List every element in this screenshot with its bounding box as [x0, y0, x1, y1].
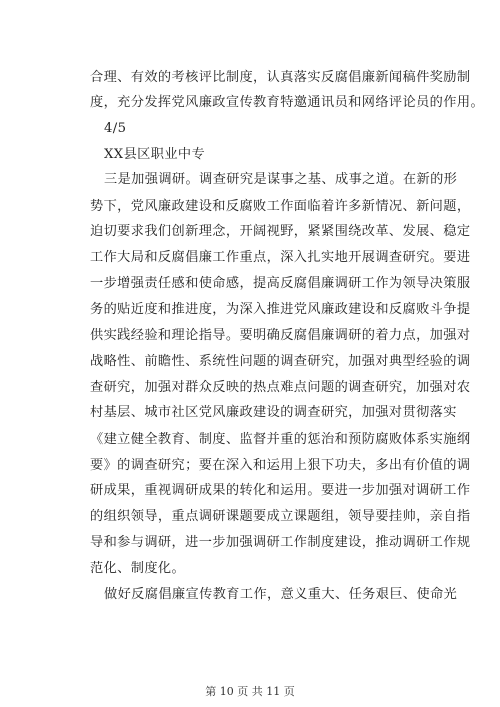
paragraph-line-6: 势下，党风廉政建设和反腐败工作面临着许多新情况、新问题，: [90, 199, 471, 214]
page-marker: 4/5: [104, 121, 127, 136]
paragraph-line-17: 研成果，重视调研成果的转化和运用。要进一步加强对调研工作: [90, 483, 471, 498]
paragraph-line-8: 工作大局和反腐倡廉工作重点，深入扎实地开展调查研究。要进: [90, 250, 471, 265]
paragraph-line-16: 要》的调查研究；要在深入和运用上狠下功夫，多出有价值的调: [90, 458, 471, 473]
paragraph-line-7: 迫切要求我们创新理念，开阔视野，紧紧围绕改革、发展、稳定: [90, 224, 471, 239]
paragraph-line-11: 供实践经验和理论指导。要明确反腐倡廉调研的着力点，加强对: [90, 328, 471, 343]
paragraph-line-21: 做好反腐倡廉宣传教育工作，意义重大、任务艰巨、使命光: [104, 587, 458, 602]
school-name: XX县区职业中专: [104, 147, 206, 162]
paragraph-line-1: 合理、有效的考核评比制度，认真落实反腐倡廉新闻稿件奖励制: [90, 70, 471, 85]
paragraph-line-20: 范化、制度化。: [90, 561, 186, 576]
paragraph-line-15: 《建立健全教育、制度、监督并重的惩治和预防腐败体系实施纲: [90, 432, 471, 447]
paragraph-line-19: 导和参与调研，进一步加强调研工作制度建设，推动调研工作规: [90, 535, 471, 550]
paragraph-line-9: 一步增强责任感和使命感，提高反腐倡廉调研工作为领导决策服: [90, 276, 471, 291]
page-footer: 第 10 页 共 11 页: [205, 685, 295, 698]
paragraph-line-12: 战略性、前瞻性、系统性问题的调查研究，加强对典型经验的调: [90, 354, 471, 369]
paragraph-line-14: 村基层、城市社区党风廉政建设的调查研究，加强对贯彻落实: [90, 405, 457, 420]
paragraph-line-13: 查研究，加强对群众反映的热点难点问题的调查研究，加强对农: [90, 380, 471, 395]
paragraph-line-10: 务的贴近度和推进度，为深入推进党风廉政建设和反腐败斗争提: [90, 302, 471, 317]
paragraph-line-2: 度，充分发挥党风廉政宣传教育特邀通讯员和网络评论员的作用。: [90, 95, 485, 110]
paragraph-line-18: 的组织领导，重点调研课题要成立课题组，领导要挂帅，亲自指: [90, 509, 471, 524]
paragraph-line-5: 三是加强调研。调查研究是谋事之基、成事之道。在新的形: [104, 172, 458, 187]
